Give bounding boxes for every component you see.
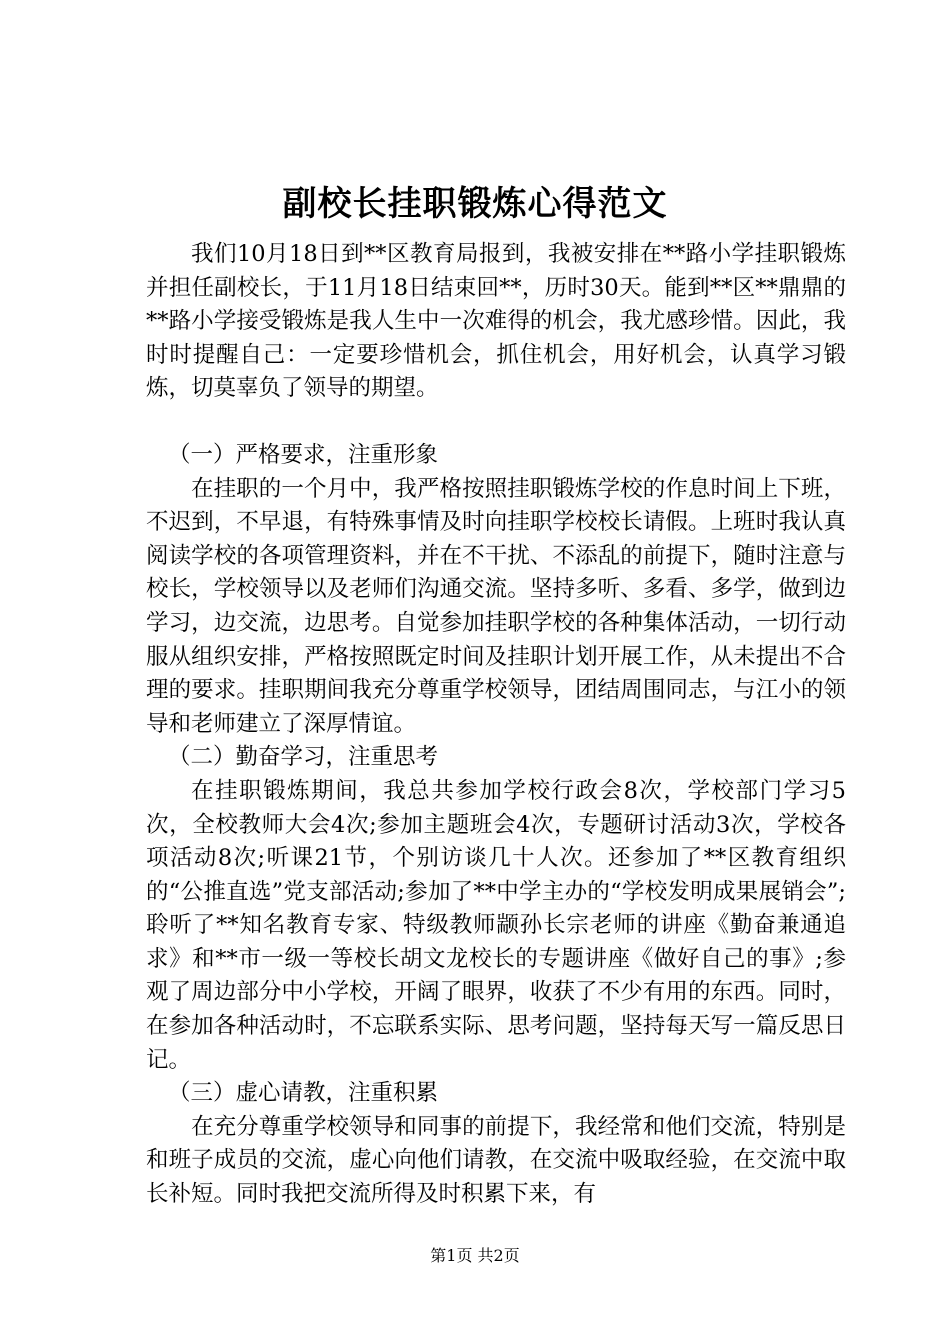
- page-number-footer: 第1页 共2页: [430, 1246, 520, 1265]
- intro-paragraph: 我们10月18日到**区教育局报到，我被安排在**路小学挂职锻炼并担任副校长，于11月18日结束回**，历时30天。能到**区**鼎鼎的**路小学接受锻炼是我人生中一次难得的机会，我尤感珍惜。因此，我时时提醒自己：一定要珍惜机会，抓住机会，用好机会，认真学习锻炼，切莫辜负了领导的期望。: [146, 241, 846, 402]
- section-heading-3: （三）虚心请教，注重积累: [168, 1080, 439, 1107]
- section-heading-2: （二）勤奋学习，注重思考: [168, 744, 439, 771]
- document-body: [146, 238, 846, 1212]
- section-heading-1: （一）严格要求，注重形象: [168, 441, 439, 468]
- section-paragraph-1: 在挂职的一个月中，我严格按照挂职锻炼学校的作息时间上下班，不迟到，不早退，有特殊事情及时向挂职学校校长请假。上班时我认真阅读学校的各项管理资料，并在不干扰、不添乱的前提下，随时注意与校长，学校领导以及老师们沟通交流。坚持多听、多看、多学，做到边学习，边交流，边思考。自觉参加挂职学校的各种集体活动，一切行动服从组织安排，严格按照既定时间及挂职计划开展工作，从未提出不合理的要求。挂职期间我充分尊重学校领导，团结周围同志，与江小的领导和老师建立了深厚情谊。: [146, 475, 846, 737]
- document-title: 副校长挂职锻炼心得范文: [282, 184, 668, 224]
- section-paragraph-3: 在充分尊重学校领导和同事的前提下，我经常和他们交流，特别是和班子成员的交流，虚心向他们请教，在交流中吸取经验，在交流中取长补短。同时我把交流所得及时积累下来，有: [146, 1113, 846, 1208]
- section-paragraph-2: 在挂职锻炼期间，我总共参加学校行政会8次，学校部门学习5次，全校教师大会4次;参加主题班会4次，专题研讨活动3次，学校各项活动8次;听课21节，个别访谈几十人次。还参加了**区教育组织的“公推直选”党支部活动;参加了**中学主办的“学校发明成果展销会”;聆听了**知名教育专家、特级教师颛孙长宗老师的讲座《勤奋兼通追求》和**市一级一等校长胡文龙校长的专题讲座《做好自己的事》;参观了周边部分中小学校，开阔了眼界，收获了不少有用的东西。同时，在参加各种活动时，不忘联系实际、思考问题，坚持每天写一篇反思日记。: [146, 777, 846, 1073]
